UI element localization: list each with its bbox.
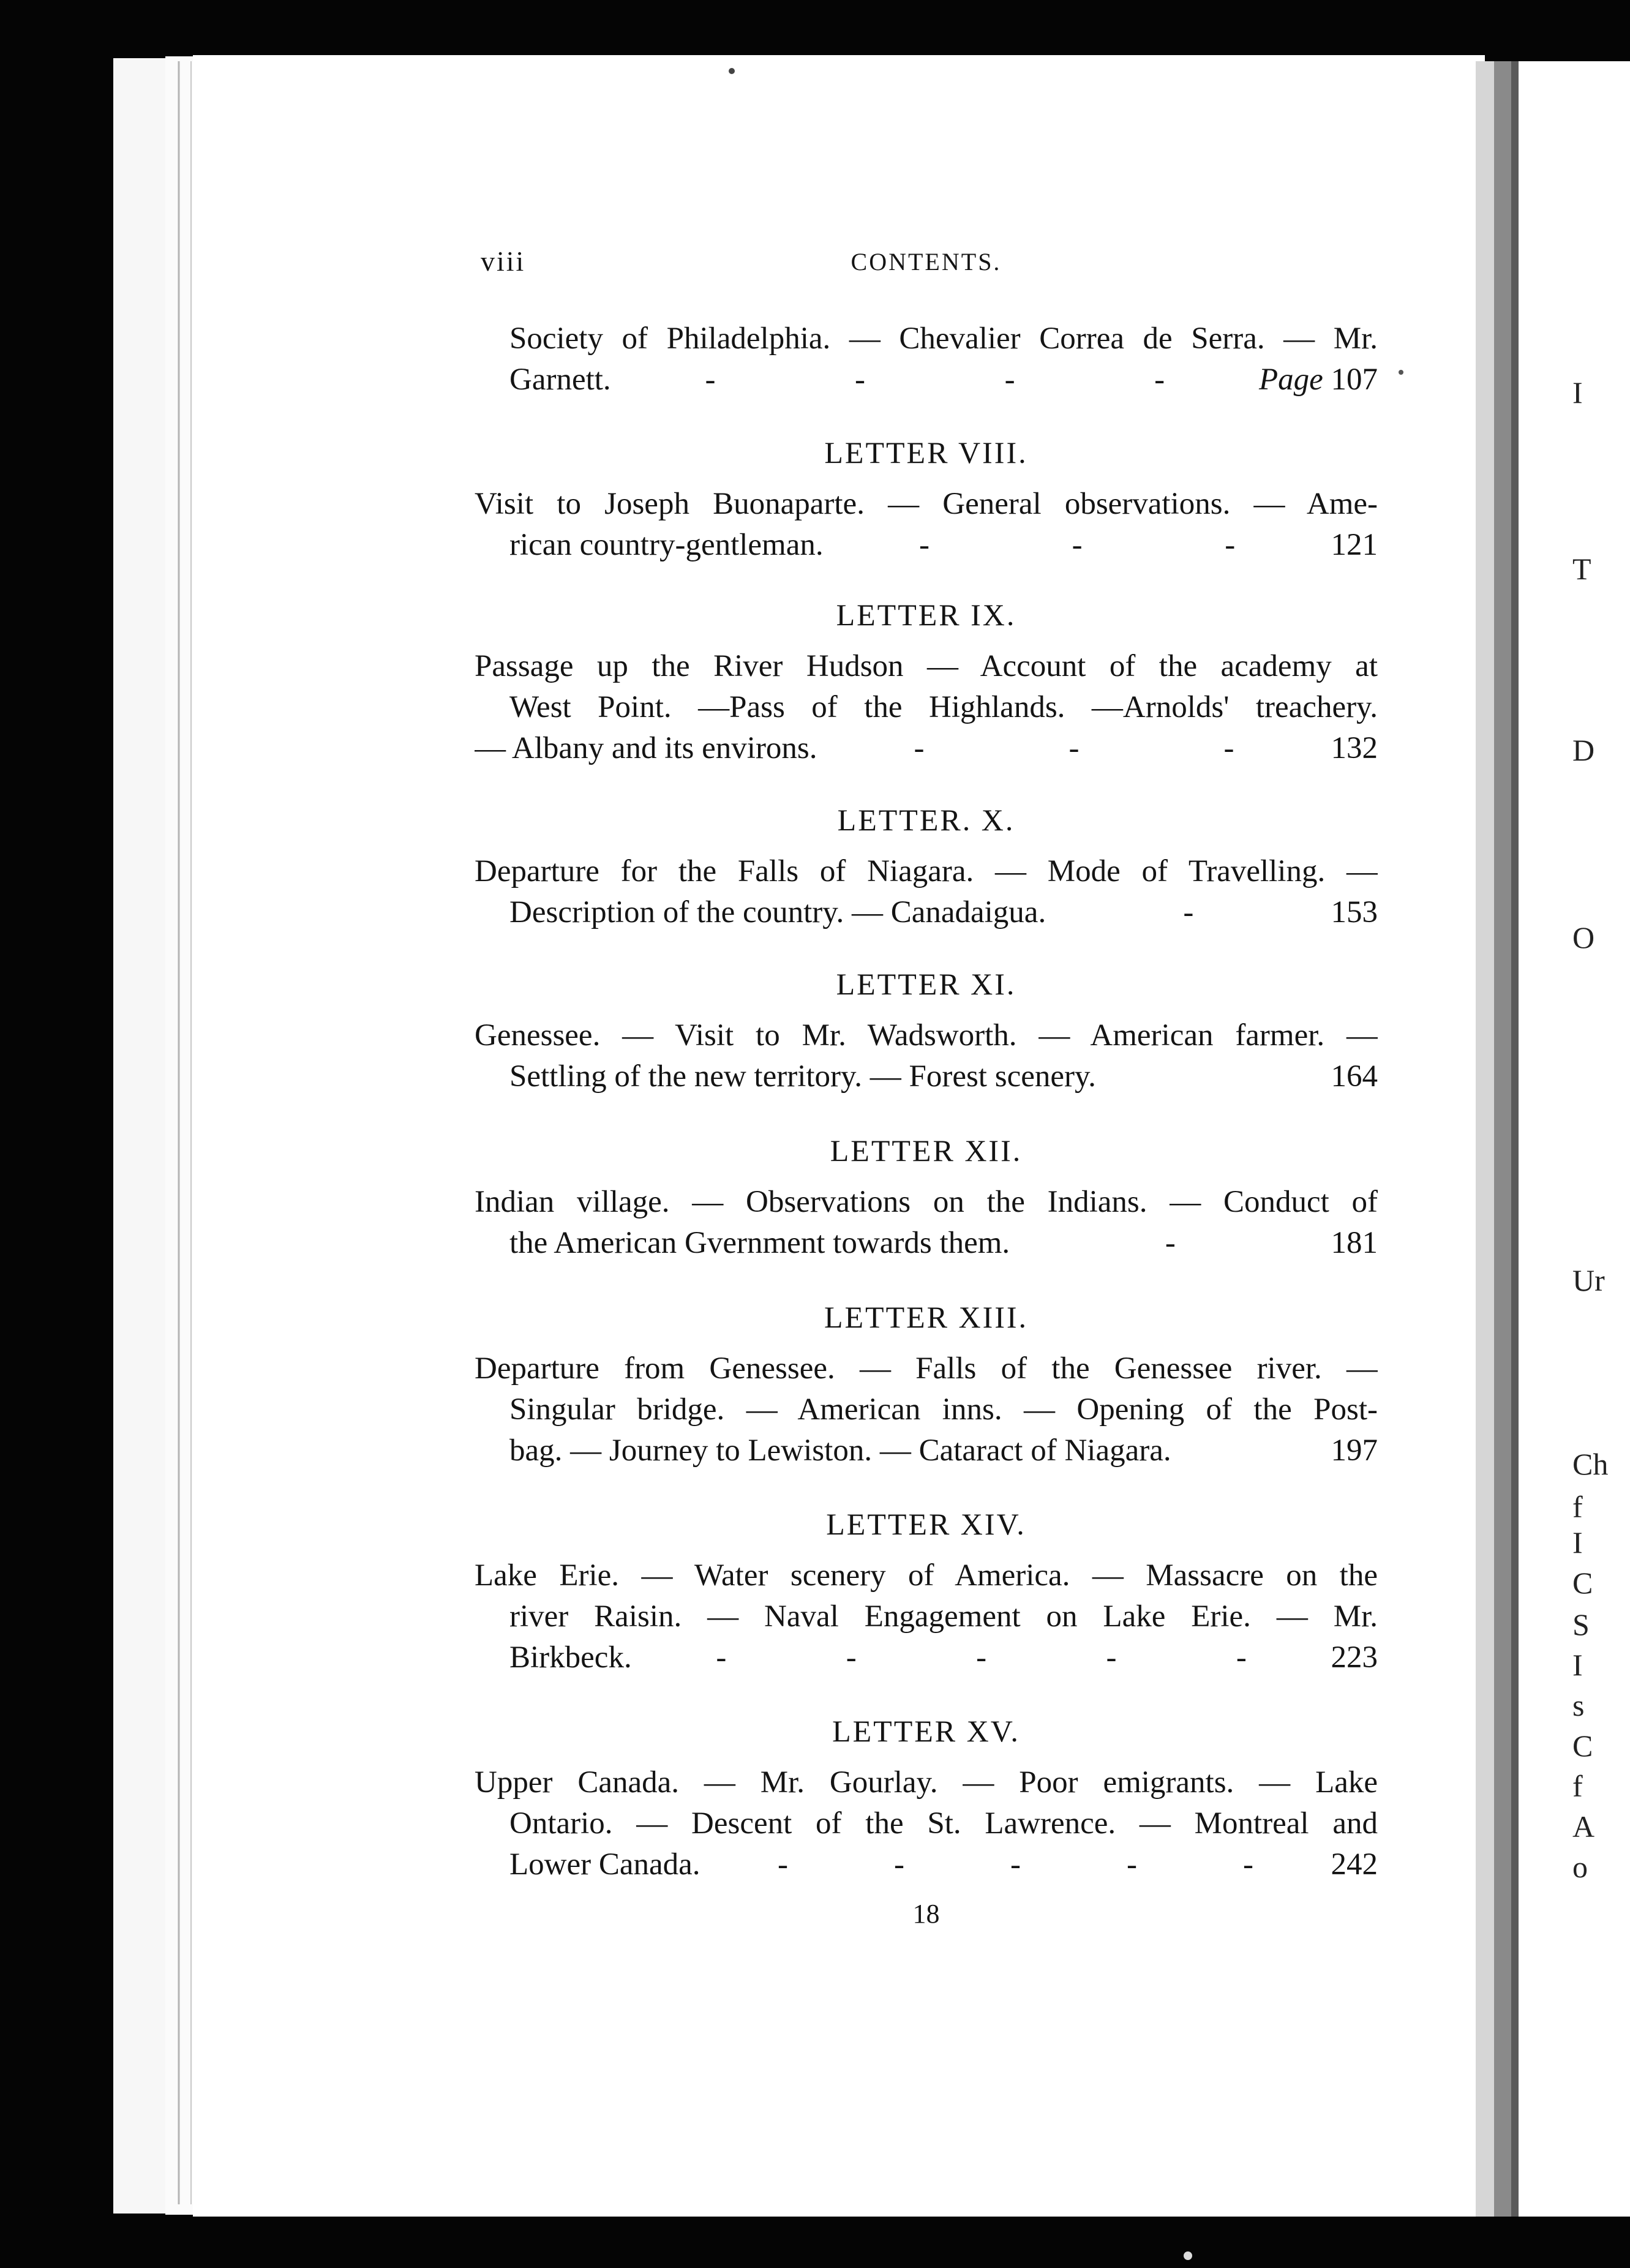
entry-line: Ontario. — Descent of the St. Lawrence. — Montreal and xyxy=(509,1806,1378,1841)
contents-entry xyxy=(475,1762,1378,1885)
scan-speck xyxy=(1399,370,1403,375)
facing-page-glyph: O xyxy=(1572,920,1595,955)
page-ref-number: 242 xyxy=(1331,1847,1378,1882)
entry-line-with-page xyxy=(475,728,1378,769)
entry-line: Passage up the River Hudson — Account of the academy at xyxy=(475,649,1378,683)
letter-heading: LETTER XII. xyxy=(830,1133,1023,1168)
contents-entry xyxy=(475,484,1378,566)
contents-entry xyxy=(475,1348,1378,1471)
entry-line: Genessee. — Visit to Mr. Wadsworth. — American farmer. — xyxy=(475,1018,1378,1053)
entry-line-with-page xyxy=(475,1056,1378,1097)
signature-mark: 18 xyxy=(912,1899,940,1929)
entry-line: Lake Erie. — Water scenery of America. — Massacre on the xyxy=(475,1558,1378,1593)
contents-entry xyxy=(475,1015,1378,1097)
dot-leader: - xyxy=(1183,895,1194,929)
running-head xyxy=(475,245,1378,294)
entry-line-with-page xyxy=(475,359,1378,400)
facing-page-glyph: C xyxy=(1572,1729,1593,1763)
facing-page-glyph: f xyxy=(1572,1490,1583,1524)
entry-line: the American Gvernment towards them. xyxy=(509,1226,1010,1260)
facing-page-glyph: f xyxy=(1572,1769,1583,1803)
entry-line-with-page xyxy=(475,892,1378,933)
contents-entry xyxy=(475,1182,1378,1264)
entry-line-with-page xyxy=(475,1844,1378,1885)
page-reference xyxy=(1259,359,1378,400)
facing-page-glyph: C xyxy=(1572,1566,1593,1600)
entry-line-with-page xyxy=(475,1223,1378,1264)
entry-line: Singular bridge. — American inns. — Opening of the Post- xyxy=(509,1392,1378,1427)
letter-heading: LETTER VIII. xyxy=(824,435,1028,470)
facing-page-glyph: o xyxy=(1572,1850,1588,1884)
scan-speck xyxy=(1184,2251,1192,2260)
letter-heading: LETTER XI. xyxy=(836,967,1016,1001)
dot-leader: - xyxy=(1165,1226,1176,1260)
binding-shadow xyxy=(1476,61,1494,2217)
entry-line: Departure for the Falls of Niagara. — Mode of Travelling. — xyxy=(475,854,1378,888)
facing-page-glyph: s xyxy=(1572,1688,1585,1722)
entry-line: West Point. —Pass of the Highlands. —Arnolds' treachery. xyxy=(509,690,1378,724)
contents-entry xyxy=(475,1555,1378,1678)
dot-leader xyxy=(1171,1430,1331,1471)
page-ref-number: 223 xyxy=(1331,1640,1378,1675)
entry-line: Visit to Joseph Buonaparte. — General observations. — Ame- xyxy=(475,487,1378,521)
entry-line: bag. — Journey to Lewiston. — Cataract of Niagara. xyxy=(509,1433,1171,1468)
binding-shadow xyxy=(1494,61,1511,2217)
entry-line: Description of the country. — Canadaigua. xyxy=(509,895,1046,929)
entry-line: Upper Canada. — Mr. Gourlay. — Poor emigrants. — Lake xyxy=(475,1765,1378,1800)
entry-line: Society of Philadelphia. — Chevalier Correa de Serra. — Mr. xyxy=(509,321,1378,356)
page-ref-number: 153 xyxy=(1331,895,1378,929)
facing-page-glyph: A xyxy=(1572,1809,1595,1844)
facing-page-glyph: D xyxy=(1572,733,1595,767)
dot-leader: - - - xyxy=(914,731,1234,765)
page-number: viii xyxy=(481,246,526,277)
page-edge-outer xyxy=(113,58,165,2214)
contents-entry xyxy=(475,318,1378,400)
facing-page-glyph: Ch xyxy=(1572,1447,1609,1481)
page-ref-number: 164 xyxy=(1331,1059,1378,1094)
dot-leader: - - - - - xyxy=(716,1640,1247,1675)
entry-line: Departure from Genessee. — Falls of the Genessee river. — xyxy=(475,1351,1378,1386)
entry-line: Birkbeck. xyxy=(509,1640,632,1675)
contents-entry xyxy=(475,646,1378,769)
page-prefix: Page xyxy=(1258,362,1323,397)
letter-heading: LETTER XIV. xyxy=(826,1507,1026,1541)
entry-line-with-page xyxy=(475,525,1378,566)
page-ref-number: 197 xyxy=(1331,1433,1378,1468)
facing-page-glyph: S xyxy=(1572,1607,1590,1642)
page-ref-number: 181 xyxy=(1331,1226,1378,1260)
facing-page-glyph: I xyxy=(1572,375,1583,410)
facing-page-glyph: I xyxy=(1572,1525,1583,1560)
dot-leader: - - - - - xyxy=(778,1847,1253,1882)
page-ref-number: 132 xyxy=(1331,731,1378,765)
letter-heading: LETTER XV. xyxy=(832,1714,1020,1748)
entry-line: Indian village. — Observations on the Indians. — Conduct of xyxy=(475,1185,1378,1219)
page-title: CONTENTS. xyxy=(851,248,1002,276)
dot-leader: - - - xyxy=(918,528,1236,562)
facing-page-glyph: T xyxy=(1572,552,1591,586)
page-ref-number: 121 xyxy=(1331,528,1378,562)
entry-line: river Raisin. — Naval Engagement on Lake Erie. — Mr. xyxy=(509,1599,1378,1634)
page-ref-number: 107 xyxy=(1331,362,1378,397)
scan-speck xyxy=(729,68,735,74)
dot-leader: - - - - xyxy=(705,362,1165,397)
facing-page-glyph: Ur xyxy=(1572,1263,1605,1297)
entry-line-with-page xyxy=(475,1430,1378,1471)
entry-line: Lower Canada. xyxy=(509,1847,700,1882)
entry-line: — Albany and its environs. xyxy=(475,731,817,765)
entry-line: Settling of the new territory. — Forest scenery. xyxy=(509,1059,1096,1094)
entry-line: rican country-gentleman. xyxy=(509,528,824,562)
letter-heading: LETTER. X. xyxy=(837,803,1015,837)
entry-line: Garnett. xyxy=(509,362,611,397)
contents-entry xyxy=(475,851,1378,933)
contents-page xyxy=(475,245,1378,1947)
facing-page-text xyxy=(1568,0,1630,2268)
dot-leader xyxy=(1096,1056,1331,1097)
binding-shadow xyxy=(1511,61,1519,2217)
letter-heading: LETTER IX. xyxy=(836,598,1016,632)
entry-line-with-page xyxy=(475,1637,1378,1678)
facing-page-glyph: I xyxy=(1572,1648,1583,1682)
letter-heading: LETTER XIII. xyxy=(824,1300,1029,1334)
